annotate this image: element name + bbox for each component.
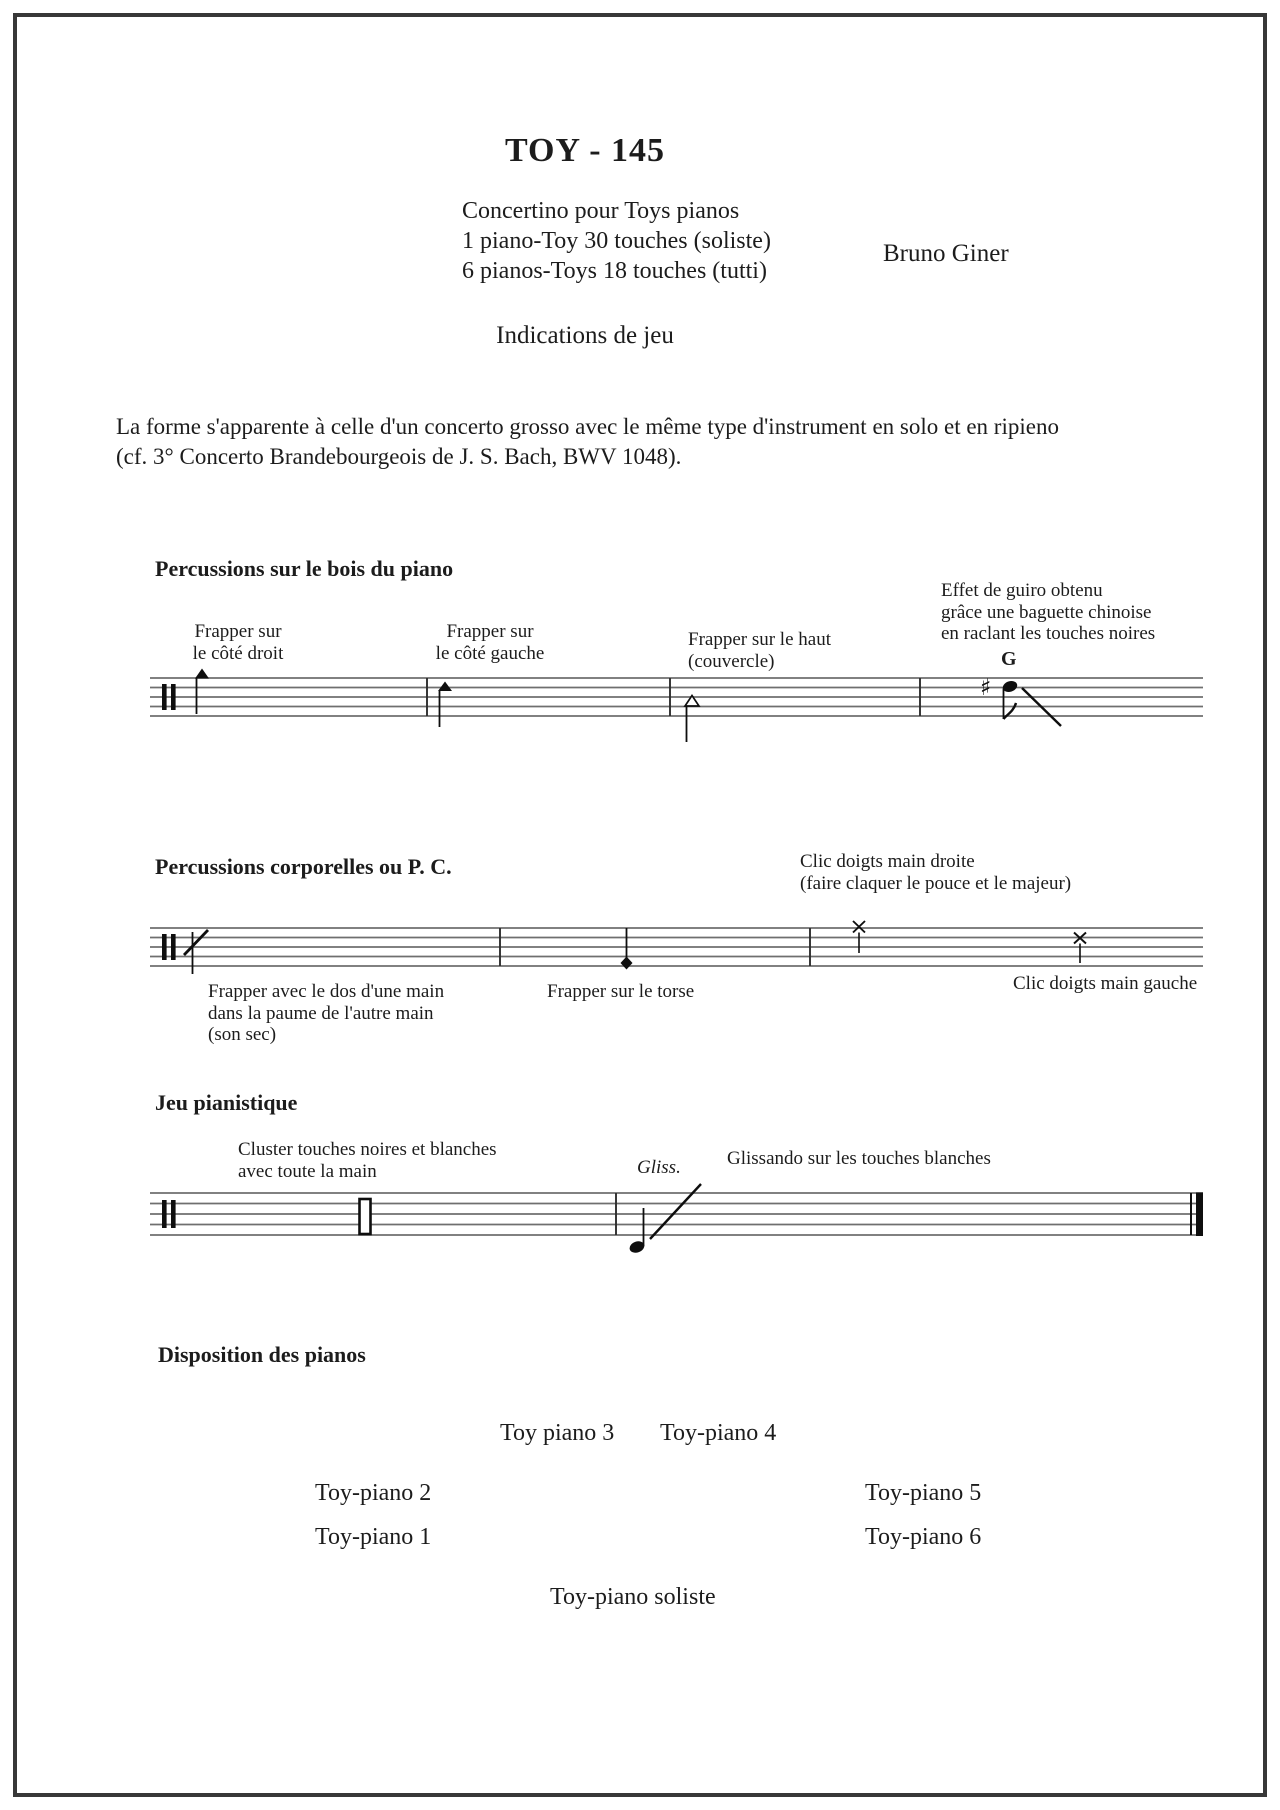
guiro-letter: G (1001, 648, 1017, 670)
section-heading-bois: Percussions sur le bois du piano (155, 556, 454, 581)
label-line: grâce une baguette chinoise (941, 601, 1152, 623)
subtitle-line: 1 piano-Toy 30 touches (soliste) (462, 228, 771, 254)
label-line: (son sec) (208, 1024, 277, 1045)
section-heading-disposition: Disposition des pianos (158, 1342, 366, 1367)
label-line: avec toute la main (238, 1161, 377, 1182)
staff-lines (150, 1193, 1203, 1235)
intro-line: La forme s'apparente à celle d'un concerto grosso avec le même type d'instrument en solo et en ripieno (116, 414, 1059, 439)
section-heading-corporelles: Percussions corporelles ou P. C. (155, 854, 452, 879)
page-title: TOY - 145 (504, 132, 666, 169)
sharp-icon: ♯ (980, 675, 992, 701)
piano-position-4: Toy-piano 4 (660, 1420, 777, 1446)
label-line: dans la paume de l'autre main (208, 1002, 434, 1024)
diamond-notehead-icon (621, 928, 633, 970)
piano-position-6: Toy-piano 6 (865, 1524, 982, 1550)
section-heading-pianistique: Jeu pianistique (155, 1090, 298, 1115)
glissando-note (628, 1184, 701, 1255)
intro-line: (cf. 3° Concerto Brandebourgeois de J. S. Bach, BWV 1048). (116, 444, 682, 469)
label-line: en raclant les touches noires (941, 623, 1156, 644)
label-line: Frapper sur le haut (688, 629, 831, 650)
label-line: Clic doigts main droite (800, 851, 975, 872)
piano-position-5: Toy-piano 5 (865, 1480, 982, 1506)
label-glissando: Glissando sur les touches blanches (727, 1148, 991, 1169)
label-line: (couvercle) (688, 651, 775, 672)
doc-heading: Indications de jeu (496, 322, 674, 349)
guiro-note (980, 675, 1061, 726)
label-frapper-dos (208, 981, 444, 1046)
label-line: Cluster touches noires et blanches (238, 1139, 497, 1160)
label-line: Frapper sur (446, 621, 534, 642)
composer-name: Bruno Giner (883, 240, 1009, 267)
staff-jeu-pianistique (150, 1123, 1210, 1313)
label-line: le côté gauche (435, 642, 545, 664)
staff-lines (150, 928, 1203, 966)
piano-position-soliste: Toy-piano soliste (550, 1584, 716, 1610)
piano-position-1: Toy-piano 1 (315, 1524, 432, 1550)
label-frapper-torse: Frapper sur le torse (547, 981, 695, 1002)
piano-position-3: Toy piano 3 (500, 1420, 615, 1446)
subtitle-line: Concertino pour Toys pianos (462, 198, 740, 224)
label-gliss-abbr: Gliss. (637, 1157, 681, 1178)
slash-notehead-icon (184, 930, 208, 974)
label-line: Frapper sur (194, 621, 282, 642)
label-line: (faire claquer le pouce et le majeur) (800, 873, 1072, 894)
subtitle-block (462, 196, 771, 286)
piano-position-2: Toy-piano 2 (315, 1480, 432, 1506)
label-clic-gauche: Clic doigts main gauche (1013, 973, 1198, 994)
staff-percussions-bois (150, 608, 1210, 788)
subtitle-line: 6 pianos-Toys 18 touches (tutti) (462, 258, 767, 284)
open-triangle-notehead-icon (685, 696, 699, 743)
label-line: Effet de guiro obtenu (941, 580, 1103, 601)
label-line: le côté droit (192, 642, 284, 664)
triangle-notehead-icon (438, 682, 452, 728)
label-line: Frapper avec le dos d'une main (208, 981, 445, 1002)
intro-paragraph (116, 412, 1059, 472)
cluster-symbol-icon (360, 1199, 371, 1234)
